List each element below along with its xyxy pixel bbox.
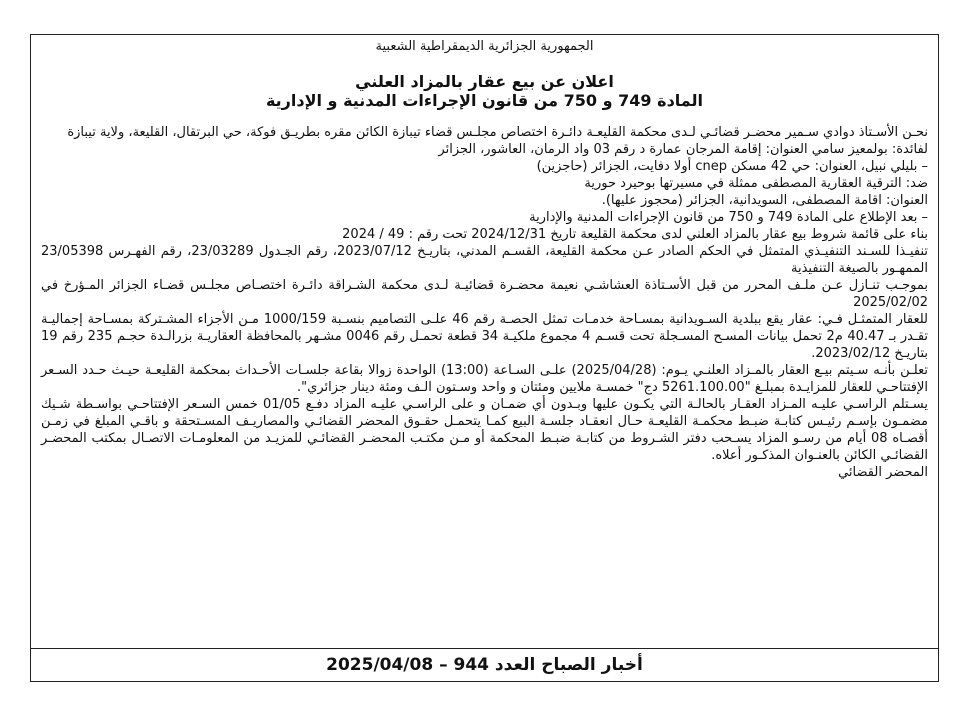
notice-title: اعلان عن بيع عقار بالمزاد العلني — [355, 72, 614, 91]
legal-reference-line: – بعد الإطلاع على المادة 749 و 750 من قانون الإجراءات المدنية والإدارية — [529, 210, 928, 225]
execution-paragraph: تنفيـذا للسـند التنفيـذي المتمثل في الحكم الصادر عـن محكمة القليعة، القسـم المدني، بتاريـخ 2023/07/12، رقم الجـدول 23/03289، رقم الفهـرس 23/05398 الممهـور بالصيغة التنفيذية — [41, 244, 928, 276]
signature: المحضر القضائي — [838, 465, 928, 480]
newspaper-footer: أخبار الصباح العدد 944 – 2025/04/08 — [326, 655, 643, 675]
transfer-paragraph: بموجـب تنـازل عـن ملـف المحرر من قبل الأسـتاذة العشاشـي نعيمة محضـرة قضائيـة لـدى محكمة الشـراقة دائـرة اختصـاص مجلـس قضـاء الجزائر المـؤرخ في 2025/02/02 — [41, 278, 928, 310]
beneficiary-line: لفائدة: بولمعيز سامي العنوان: إقامة المرجان عمارة د رقم 03 واد الرمان، العاشور، الجزائر — [438, 142, 928, 157]
conditions-list-line: بناء على قائمة شروط بيع عقار بالمزاد العلني لدى محكمة القليعة تاريخ 2024/12/31 تحت رقم : 49 / 2024 — [342, 227, 928, 242]
notice-frame — [30, 34, 939, 682]
property-paragraph: للعقار المتمثـل فـي: عقار يقع ببلدية السـويدانية بمسـاحة خدمـات تمثل الحصـة رقم 46 علـى التصاميم بنسـبة 1000/159 مـن الأجزاء المشـتركة بمسـاحة إجماليـة تقـدر بـ 40.47 م2 تحمل بيانات المسـح المسـجلة تحت قسـم 4 مجموع ملكيـة 34 قطعة تحمـل رقم 0046 مشـهر بالمحافظة العقاريـة بزرالـدة حجـم 235 رقم 19 بتاريـخ 2023/02/12. — [41, 312, 929, 361]
bailiff-paragraph: نحـن الأسـتاذ دوادي سـمير محضـر قضائـي لـدى محكمة القليعـة دائـرة اختصاص مجلـس قضاء تيبازة الكائن مقره بطريـق فوكة، حي البرتقال، القليعة، ولاية تيبازة — [67, 125, 928, 140]
against-line: ضد: الترقية العقارية المصطفى ممثلة في مسيرتها بوحيرد حورية — [584, 176, 928, 191]
notice-body — [41, 124, 928, 464]
republic-heading: الجمهورية الجزائرية الديمقراطية الشعبية — [375, 39, 594, 54]
auction-paragraph: تعلـن بأنـه سـيتم بيـع العقار بالمـزاد العلنـي يـوم: (2025/04/28) علـى السـاعة (13:00) الواحدة زوالا بقاعة جلسـات الأحـداث بمحكمة القليعـة حيـث حـدد السـعر الإفتتاحـي للعقار للمزايـدة بمبلـغ "5261.100.00 دج" خمسـة ملايين ومئتان و واحد وسـتون الـف ومئة دينار جزائري". — [41, 363, 928, 395]
notice-content — [41, 35, 928, 481]
address-line: العنوان: اقامة المصطفى، السويدانية، الجزائر (محجوز عليها). — [601, 193, 928, 208]
terms-paragraph: يسـتلم الراسـي عليـه المـزاد العقـار بالحالـة التي يكـون عليها وبـدون أي ضمـان و على الراسـي عليـه المزاد دفـع 01/05 خمس السـعر الإفتتاحـي بواسـطة شـيك مضمـون بإسـم رئيـس كتابـة ضبـط محكمـة القليعـة حـال انعقـاد جلسـة البيع كمـا يتحمـل حقـوق المحضر القضائـي والمصاريـف المسـتحقة و باقـي المبلغ في زمـن أقصـاه 08 أيام من رسـو المزاد يسـحب دفتر الشـروط من كتابـة ضبـط المحكمة أو مـن مكتـب المحضـر القضائـي للمزيـد من المعلومـات الاتصـال بمكتب المحضـر القضائـي الكائن بالعنـوان المذكـور أعلاه. — [41, 397, 928, 463]
notice-subtitle: المادة 749 و 750 من قانون الإجراءات المدنية و الإدارية — [265, 91, 704, 110]
beneficiary-line-2: – بليلي نبيل، العنوان: حي 42 مسكن cnep أولا دفايت، الجزائر (حاجزين) — [536, 159, 928, 174]
